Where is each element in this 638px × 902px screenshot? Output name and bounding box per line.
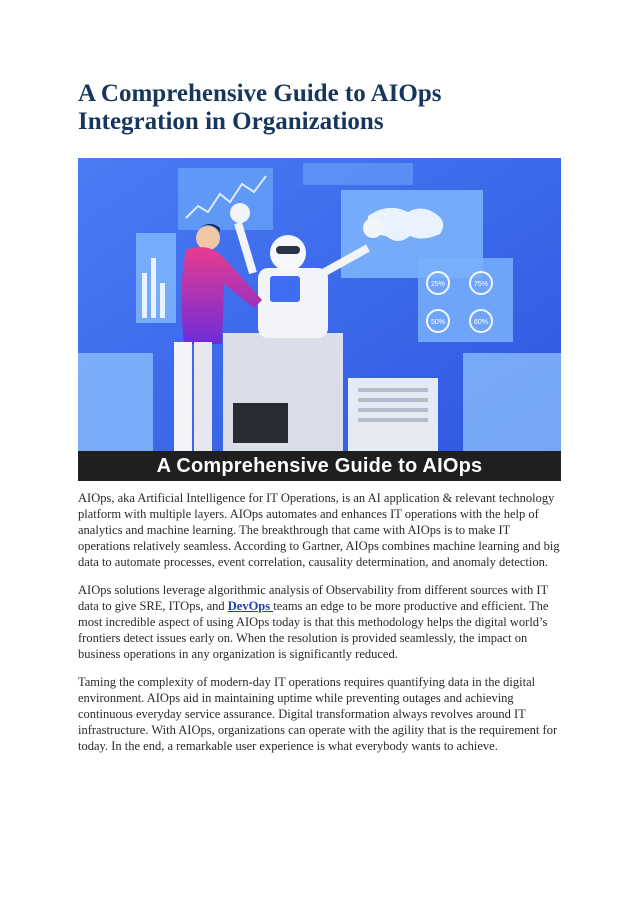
gauge-panel [418,258,513,342]
paragraph [78,582,560,662]
gauge-label: 75% [473,281,489,288]
gauge-label: 50% [430,319,446,326]
paragraph: Taming the complexity of modern-day IT operations requires quantifying data in the digital environment. AIOps aid in maintaining uptime while preventing outages and achieving continuous everyday service assurance. Digital transformation always revolves around IT infrastructure. With AIOps, organizations can operate with the agility that is the requirement for today. In the end, a remarkable user experience is what everybody wants to achieve. [78,675,558,753]
paragraph-text: AIOps solutions leverage algorithmic analysis of Observability from different sources with IT data to give SRE, ITOps, and [78,583,548,613]
hero-banner: A Comprehensive Guide to AIOps [78,451,561,481]
hero-image [78,158,561,481]
gauge-label: 25% [430,281,446,288]
bar-panel [136,233,176,323]
devops-link[interactable]: DevOps [227,599,274,613]
paragraph: AIOps, aka Artificial Intelligence for IT Operations, is an AI application & relevant technology platform with multiple layers. AIOps automates and enhances IT operations with the help of analytics and machine learning. The breakthrough that came with AIOps is to make IT operations relatively seamless. According to Gartner, AIOps combines machine learning and big data to automate processes, event correlation, causality determination, and anomaly detection. [78,491,560,569]
article-title: A Comprehensive Guide to AIOps Integration in Organizations [78,80,442,135]
paragraph-text: teams an edge to be more productive and efficient. The most incredible aspect of using AIOps today is that this methodology helps the digital world’s frontiers detect issues early on. When the resolution is provided seamlessly, the impact on business operations in any organization is significantly reduced. [78,599,549,661]
hero-illustration [78,158,561,481]
article-body [78,490,560,766]
chart-panel [178,168,273,230]
gauge-label: 60% [473,319,489,326]
